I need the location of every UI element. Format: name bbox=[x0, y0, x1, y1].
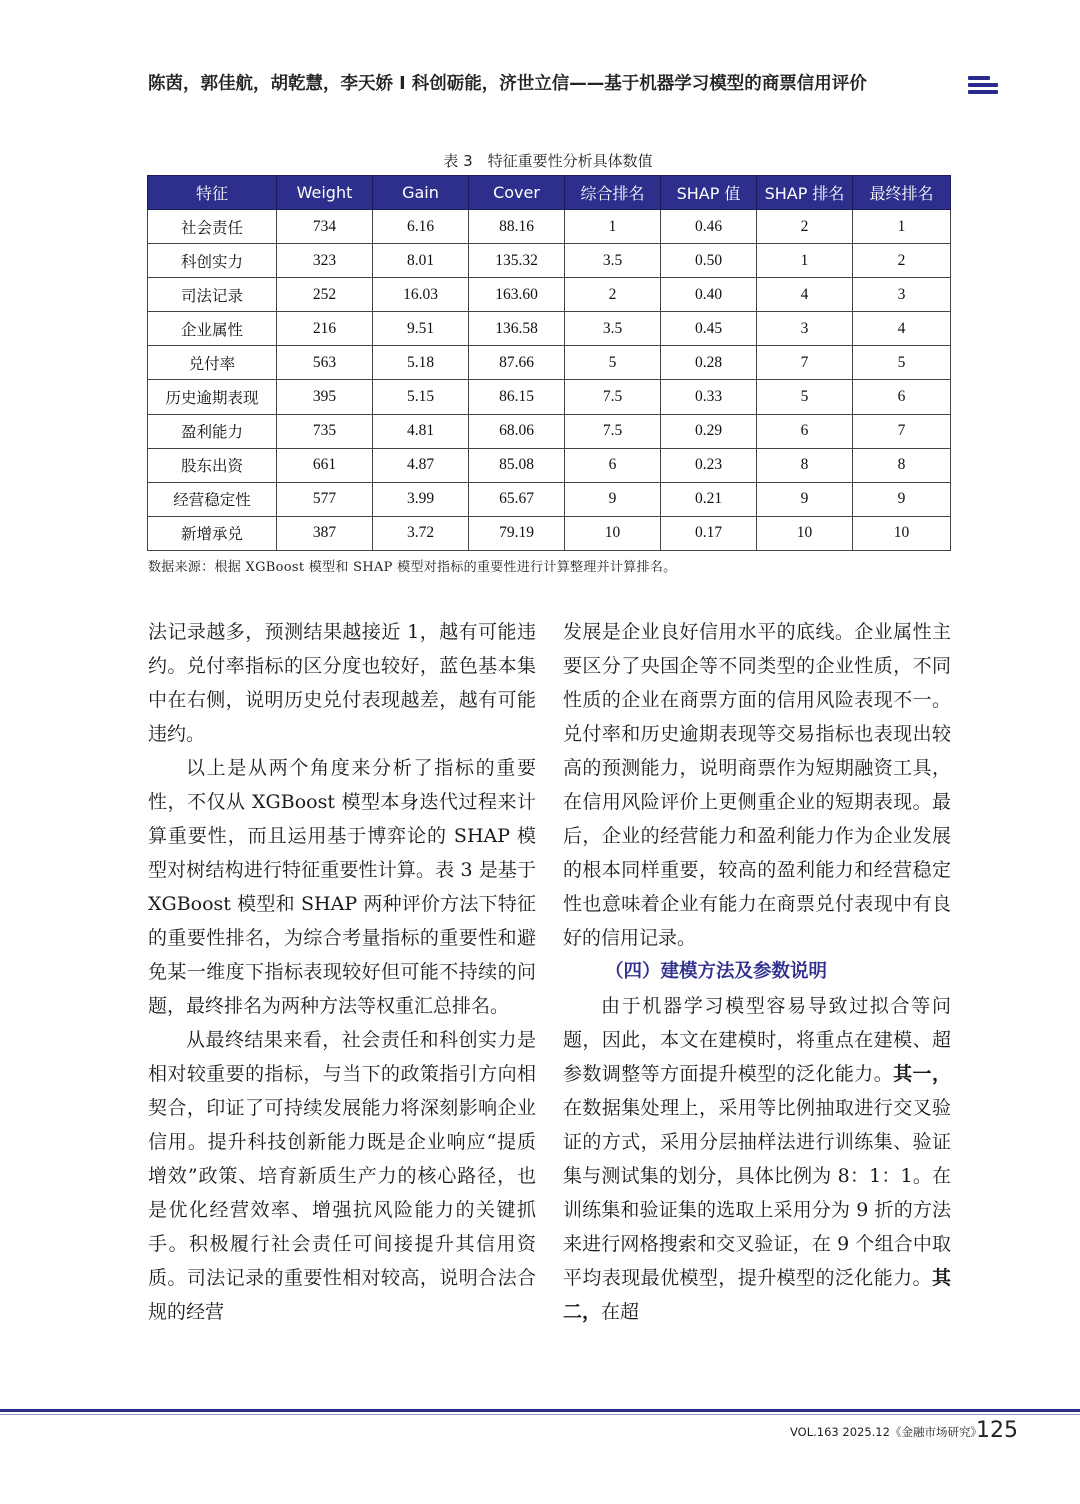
table-cell: 0.40 bbox=[661, 278, 757, 312]
table-cell: 8 bbox=[853, 448, 951, 482]
table-cell: 0.45 bbox=[661, 312, 757, 346]
bold-marker: 其一， bbox=[893, 1063, 951, 1085]
table-cell: 7.5 bbox=[565, 414, 661, 448]
table-cell: 735 bbox=[277, 414, 373, 448]
table-header-row bbox=[148, 176, 951, 210]
table-row bbox=[148, 312, 951, 346]
table-cell: 兑付率 bbox=[148, 346, 277, 380]
column-header: 综合排名 bbox=[565, 176, 661, 210]
table-row bbox=[148, 244, 951, 278]
table-cell: 2 bbox=[853, 244, 951, 278]
table-cell: 6 bbox=[757, 414, 853, 448]
table-row bbox=[148, 516, 951, 550]
table-cell: 577 bbox=[277, 482, 373, 516]
table-cell: 5 bbox=[565, 346, 661, 380]
text-run: 由于机器学习模型容易导致过拟合等问题，因此，本文在建模时，将重点在建模、超参数调整等方面提升模型的泛化能力。 bbox=[563, 995, 951, 1085]
table-cell: 3.99 bbox=[373, 482, 469, 516]
table-cell: 3 bbox=[853, 278, 951, 312]
table-cell: 股东出资 bbox=[148, 448, 277, 482]
table-cell: 9 bbox=[565, 482, 661, 516]
table-cell: 252 bbox=[277, 278, 373, 312]
table-cell: 3 bbox=[757, 312, 853, 346]
table-cell: 163.60 bbox=[469, 278, 565, 312]
table-cell: 5.15 bbox=[373, 380, 469, 414]
table-cell: 135.32 bbox=[469, 244, 565, 278]
table-cell: 1 bbox=[853, 210, 951, 244]
table-cell: 6 bbox=[853, 380, 951, 414]
section-heading: （四）建模方法及参数说明 bbox=[605, 961, 828, 982]
table-cell: 5 bbox=[853, 346, 951, 380]
table-caption: 表 3 特征重要性分析具体数值 bbox=[443, 152, 653, 170]
table-cell: 7 bbox=[853, 414, 951, 448]
table-cell: 88.16 bbox=[469, 210, 565, 244]
column-header: SHAP 值 bbox=[661, 176, 757, 210]
table-cell: 1 bbox=[565, 210, 661, 244]
table-cell: 8 bbox=[757, 448, 853, 482]
running-header: 陈茵，郭佳航，胡乾慧，李天娇 Ⅰ 科创砺能，济世立信——基于机器学习模型的商票信用评价 bbox=[148, 74, 867, 94]
table-cell: 9.51 bbox=[373, 312, 469, 346]
table-cell: 3.5 bbox=[565, 312, 661, 346]
table-cell: 7.5 bbox=[565, 380, 661, 414]
table-cell: 社会责任 bbox=[148, 210, 277, 244]
table-cell: 216 bbox=[277, 312, 373, 346]
table-row bbox=[148, 346, 951, 380]
table-cell: 0.28 bbox=[661, 346, 757, 380]
table-cell: 85.08 bbox=[469, 448, 565, 482]
table-cell: 5.18 bbox=[373, 346, 469, 380]
bold-marker: 其二， bbox=[563, 1267, 951, 1323]
table-cell: 65.67 bbox=[469, 482, 565, 516]
table-cell: 0.33 bbox=[661, 380, 757, 414]
table-cell: 4 bbox=[853, 312, 951, 346]
table-cell: 4.87 bbox=[373, 448, 469, 482]
table-cell: 8.01 bbox=[373, 244, 469, 278]
table-cell: 3.72 bbox=[373, 516, 469, 550]
table-cell: 经营稳定性 bbox=[148, 482, 277, 516]
table-cell: 6.16 bbox=[373, 210, 469, 244]
column-header: 特征 bbox=[148, 176, 277, 210]
table-cell: 5 bbox=[757, 380, 853, 414]
table-cell: 盈利能力 bbox=[148, 414, 277, 448]
table-cell: 10 bbox=[853, 516, 951, 550]
footer-rule bbox=[0, 1409, 1080, 1412]
menu-bars-icon bbox=[968, 76, 998, 100]
table-cell: 9 bbox=[853, 482, 951, 516]
table-cell: 79.19 bbox=[469, 516, 565, 550]
table-cell: 7 bbox=[757, 346, 853, 380]
table-row bbox=[148, 210, 951, 244]
table-cell: 企业属性 bbox=[148, 312, 277, 346]
table-cell: 4 bbox=[757, 278, 853, 312]
table-row bbox=[148, 278, 951, 312]
page-number: 125 bbox=[976, 1418, 1018, 1443]
table-cell: 68.06 bbox=[469, 414, 565, 448]
table-cell: 87.66 bbox=[469, 346, 565, 380]
table-cell: 0.29 bbox=[661, 414, 757, 448]
table-cell: 734 bbox=[277, 210, 373, 244]
table-cell: 563 bbox=[277, 346, 373, 380]
table-cell: 9 bbox=[757, 482, 853, 516]
table-row bbox=[148, 380, 951, 414]
table-cell: 司法记录 bbox=[148, 278, 277, 312]
table-cell: 历史逾期表现 bbox=[148, 380, 277, 414]
right-column bbox=[563, 615, 951, 1329]
table-cell: 3.5 bbox=[565, 244, 661, 278]
table-source-note: 数据来源：根据 XGBoost 模型和 SHAP 模型对指标的重要性进行计算整理并计算排名。 bbox=[148, 560, 677, 575]
table-cell: 661 bbox=[277, 448, 373, 482]
left-column bbox=[148, 615, 536, 1329]
column-header: SHAP 排名 bbox=[757, 176, 853, 210]
column-header: 最终排名 bbox=[853, 176, 951, 210]
table-cell: 10 bbox=[757, 516, 853, 550]
table-row bbox=[148, 482, 951, 516]
table-cell: 387 bbox=[277, 516, 373, 550]
table-cell: 1 bbox=[757, 244, 853, 278]
body-paragraph: 法记录越多，预测结果越接近 1，越有可能违约。兑付率指标的区分度也较好，蓝色基本集中在右侧，说明历史兑付表现越差，越有可能违约。 bbox=[148, 621, 536, 745]
table-cell: 新增承兑 bbox=[148, 516, 277, 550]
text-run: 在数据集处理上，采用等比例抽取进行交叉验证的方式，采用分层抽样法进行训练集、验证集与测试集的划分，具体比例为 8：1：1。在训练集和验证集的选取上采用分为 9 折的方法来进行网格搜索和交叉验证，在 9 个组合中取平均表现最优模型，提升模型的泛化能力。 bbox=[563, 1097, 951, 1289]
table-cell: 0.23 bbox=[661, 448, 757, 482]
table-cell: 2 bbox=[757, 210, 853, 244]
table-cell: 科创实力 bbox=[148, 244, 277, 278]
body-paragraph bbox=[563, 989, 951, 1329]
table-cell: 136.58 bbox=[469, 312, 565, 346]
table-cell: 2 bbox=[565, 278, 661, 312]
text-run: 在超 bbox=[601, 1301, 640, 1323]
feature-importance-table bbox=[147, 175, 951, 551]
body-paragraph: 从最终结果来看，社会责任和科创实力是相对较重要的指标，与当下的政策指引方向相契合，印证了可持续发展能力将深刻影响企业信用。提升科技创新能力既是企业响应“提质增效”政策、培育新质生产力的核心路径，也是优化经营效率、增强抗风险能力的关键抓手。积极履行社会责任可间接提升其信用资质。司法记录的重要性相对较高，说明合法合规的经营 bbox=[148, 1029, 536, 1323]
table-cell: 10 bbox=[565, 516, 661, 550]
table-row bbox=[148, 448, 951, 482]
footer-rule-thin bbox=[0, 1414, 1080, 1415]
table-cell: 0.21 bbox=[661, 482, 757, 516]
body-paragraph: 以上是从两个角度来分析了指标的重要性，不仅从 XGBoost 模型本身迭代过程来计算重要性，而且运用基于博弈论的 SHAP 模型对树结构进行特征重要性计算。表 3 是基于 XGBoost 模型和 SHAP 两种评价方法下特征的重要性排名，为综合考量指标的重要性和避免某一维度下指标表现较好但可能不持续的问题，最终排名为两种方法等权重汇总排名。 bbox=[148, 757, 536, 1017]
table-cell: 0.46 bbox=[661, 210, 757, 244]
body-paragraph: 发展是企业良好信用水平的底线。企业属性主要区分了央国企等不同类型的企业性质，不同性质的企业在商票方面的信用风险表现不一。兑付率和历史逾期表现等交易指标也表现出较高的预测能力，说明商票作为短期融资工具，在信用风险评价上更侧重企业的短期表现。最后，企业的经营能力和盈利能力作为企业发展的根本同样重要，较高的盈利能力和经营稳定性也意味着企业有能力在商票兑付表现中有良好的信用记录。 bbox=[563, 621, 951, 949]
table-cell: 6 bbox=[565, 448, 661, 482]
table-cell: 86.15 bbox=[469, 380, 565, 414]
table-cell: 0.17 bbox=[661, 516, 757, 550]
column-header: Cover bbox=[469, 176, 565, 210]
column-header: Gain bbox=[373, 176, 469, 210]
table-cell: 0.50 bbox=[661, 244, 757, 278]
table-cell: 4.81 bbox=[373, 414, 469, 448]
journal-info: VOL.163 2025.12《金融市场研究》 bbox=[790, 1425, 982, 1439]
table-cell: 395 bbox=[277, 380, 373, 414]
table-row bbox=[148, 414, 951, 448]
column-header: Weight bbox=[277, 176, 373, 210]
table-cell: 16.03 bbox=[373, 278, 469, 312]
table-cell: 323 bbox=[277, 244, 373, 278]
